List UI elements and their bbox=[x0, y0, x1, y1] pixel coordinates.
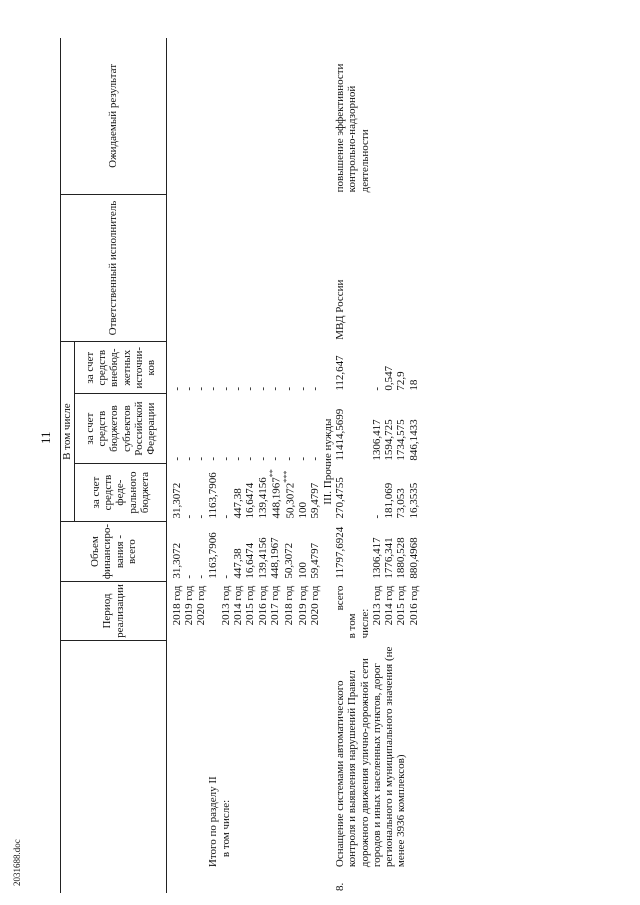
executor-cell bbox=[283, 194, 297, 341]
label-cell bbox=[257, 640, 269, 869]
num-cell bbox=[232, 869, 244, 893]
period-cell: 2013 год bbox=[370, 585, 383, 626]
num-cell bbox=[220, 869, 232, 893]
federal-cell: 73,053 bbox=[395, 488, 408, 519]
offbudget-cell: - bbox=[195, 387, 208, 391]
label-cell bbox=[232, 640, 244, 869]
period-cell: 2019 год bbox=[182, 585, 195, 626]
total-cell: 50,3072 bbox=[282, 542, 295, 579]
federal-cell: 181,069 bbox=[383, 482, 396, 519]
federal-cell: 100 bbox=[296, 502, 309, 519]
total-cell: 447,38 bbox=[232, 548, 245, 579]
executor-cell bbox=[244, 194, 256, 341]
result-cell bbox=[220, 38, 232, 194]
label-cell bbox=[183, 640, 195, 869]
item-text: Оснащение системами автоматического контроля и выявления нарушений Правил дорожного движения улично-дорожной сети городов и иных населенных пунктов, дорог регионального и муниципального значения (не менее 3936 комплексов) bbox=[333, 646, 408, 868]
executor-cell bbox=[309, 194, 321, 341]
total-cell: 1880,528 bbox=[395, 537, 408, 579]
item-number: 8. bbox=[333, 882, 346, 891]
executor-cell bbox=[207, 194, 219, 341]
footnote-mark: *** bbox=[281, 470, 291, 483]
table-row bbox=[220, 38, 232, 893]
regional-cell: - bbox=[182, 456, 195, 461]
offbudget-cell: 112,647 bbox=[333, 355, 346, 391]
section-right bbox=[322, 38, 334, 342]
executor-cell: МВД России bbox=[333, 279, 346, 340]
label-cell bbox=[309, 640, 321, 869]
federal-cell: 139,4156 bbox=[256, 477, 269, 519]
header-regional: за счет средств бюджетов субъектов Российской Федерации bbox=[75, 394, 167, 464]
label-cell bbox=[283, 640, 297, 869]
offbudget-cell: 18 bbox=[407, 379, 420, 391]
regional-cell: - bbox=[309, 456, 322, 461]
executor-cell bbox=[269, 194, 283, 341]
total-cell: 31,3072 bbox=[170, 542, 183, 579]
total-cell: 1163,7906 bbox=[207, 532, 220, 579]
result-cell bbox=[195, 38, 207, 194]
federal-cell: 1163,7906 bbox=[207, 472, 220, 519]
regional-cell: 1594,725 bbox=[383, 419, 396, 461]
header-offbudget: за счет средств внебюд-жетных источни-ков bbox=[75, 342, 167, 394]
item8-row bbox=[334, 38, 346, 893]
regional-cell: - bbox=[296, 456, 309, 461]
footnote-mark: ** bbox=[268, 469, 277, 478]
period-cell: 2014 год bbox=[232, 585, 245, 626]
executor-cell bbox=[183, 194, 195, 341]
result-cell bbox=[257, 38, 269, 194]
period-cell: 2017 год bbox=[269, 585, 281, 626]
label-cell bbox=[244, 640, 256, 869]
period-cell: 2020 год bbox=[309, 585, 322, 626]
header-executor: Ответственный исполнитель bbox=[61, 194, 167, 341]
executor-cell bbox=[257, 194, 269, 341]
num-cell bbox=[183, 869, 195, 893]
period-cell: 2015 год bbox=[395, 585, 408, 626]
regional-cell: - bbox=[232, 456, 245, 461]
header-total: Объем финансиро-вания - всего bbox=[61, 522, 167, 582]
federal-cell: 448,1967** bbox=[268, 469, 283, 519]
subtotal-label: в том числе: bbox=[346, 608, 371, 639]
table-row bbox=[297, 38, 309, 893]
period-cell: 2014 год bbox=[383, 585, 396, 626]
offbudget-cell: - bbox=[269, 387, 281, 391]
num-cell bbox=[309, 869, 321, 893]
itogo-row bbox=[207, 38, 219, 893]
budget-table-container bbox=[60, 38, 580, 893]
num-cell bbox=[297, 869, 309, 893]
offbudget-cell: - bbox=[170, 387, 183, 391]
offbudget-cell: - bbox=[207, 387, 220, 391]
page-number: 11 bbox=[38, 431, 53, 444]
result-cell bbox=[232, 38, 244, 194]
executor-cell bbox=[297, 194, 309, 341]
total-cell: 139,4156 bbox=[256, 537, 269, 579]
regional-cell: 1734,575 bbox=[395, 419, 408, 461]
regional-cell: 1306,417 bbox=[370, 419, 383, 461]
result-cell bbox=[297, 38, 309, 194]
total-cell: - bbox=[195, 574, 208, 579]
table-row bbox=[283, 38, 297, 893]
empty-cell bbox=[346, 522, 371, 582]
period-cell bbox=[207, 582, 219, 641]
executor-cell bbox=[195, 194, 207, 341]
executor-cell bbox=[232, 194, 244, 341]
period-cell: 2016 год bbox=[407, 585, 420, 626]
federal-cell: 59,4797 bbox=[309, 482, 322, 519]
offbudget-cell: - bbox=[244, 387, 257, 391]
regional-cell: 11414,5699 bbox=[333, 408, 346, 461]
federal-cell: - bbox=[182, 514, 195, 519]
period-cell: 2018 год bbox=[170, 585, 183, 626]
regional-cell: - bbox=[244, 456, 257, 461]
table-row bbox=[171, 38, 183, 893]
table-row bbox=[309, 38, 321, 893]
section-row bbox=[322, 38, 334, 893]
header-including: В том числе bbox=[61, 342, 75, 522]
offbudget-cell: - bbox=[282, 387, 295, 391]
federal-cell: 16,3535 bbox=[407, 482, 420, 519]
total-cell: 880,4968 bbox=[407, 537, 420, 579]
regional-cell: - bbox=[207, 456, 220, 461]
num-cell bbox=[269, 869, 283, 893]
result-cell bbox=[171, 38, 183, 194]
label-cell: в том числе: bbox=[219, 799, 232, 858]
regional-cell: - bbox=[170, 456, 183, 461]
offbudget-cell: - bbox=[370, 387, 383, 391]
total-cell: - bbox=[182, 574, 195, 579]
total-cell: 1306,417 bbox=[370, 537, 383, 579]
regional-cell: - bbox=[269, 456, 281, 461]
header-period: Период реализации bbox=[61, 582, 167, 641]
period-cell: 2016 год bbox=[256, 585, 269, 626]
offbudget-cell: - bbox=[182, 387, 195, 391]
table-row bbox=[269, 38, 283, 893]
federal-cell: 31,3072 bbox=[170, 482, 183, 519]
table-row bbox=[183, 38, 195, 893]
total-cell: 16,6474 bbox=[244, 542, 257, 579]
label-cell bbox=[195, 640, 207, 869]
empty-cell bbox=[346, 342, 371, 394]
result-cell bbox=[244, 38, 256, 194]
offbudget-cell: - bbox=[219, 387, 232, 391]
period-cell: 2020 год bbox=[195, 585, 208, 626]
regional-cell: 846,1433 bbox=[407, 419, 420, 461]
period-cell: 2018 год bbox=[282, 585, 295, 626]
result-cell bbox=[183, 38, 195, 194]
federal-cell: 50,3072*** bbox=[281, 470, 297, 519]
offbudget-cell: 0,547 bbox=[383, 365, 396, 391]
offbudget-cell: 72,9 bbox=[395, 371, 408, 391]
offbudget-cell: - bbox=[309, 387, 322, 391]
budget-table bbox=[60, 38, 420, 893]
result-cell bbox=[283, 38, 297, 194]
executor-cell bbox=[220, 194, 232, 341]
offbudget-cell: - bbox=[232, 387, 245, 391]
total-cell: 100 bbox=[296, 562, 309, 579]
total-cell: 448,1967 bbox=[269, 537, 281, 579]
itogo-label: Итого по разделу II bbox=[207, 776, 220, 868]
regional-cell: - bbox=[195, 456, 208, 461]
result-cell: повышение эффективности контрольно-надзорной деятельности bbox=[333, 63, 371, 193]
total-cell: - bbox=[219, 574, 232, 579]
table-row bbox=[195, 38, 207, 893]
table-row bbox=[257, 38, 269, 893]
offbudget-cell: - bbox=[256, 387, 269, 391]
total-cell: 11797,6924 bbox=[333, 526, 346, 579]
table-body bbox=[167, 38, 421, 893]
federal-cell: 447,38 bbox=[232, 488, 245, 519]
federal-cell: 16,6474 bbox=[244, 482, 257, 519]
num-cell bbox=[244, 869, 256, 893]
result-cell bbox=[269, 38, 283, 194]
header-blank bbox=[61, 640, 167, 893]
table-row bbox=[232, 38, 244, 893]
federal-cell: - bbox=[195, 514, 208, 519]
total-cell: 1776,341 bbox=[383, 537, 396, 579]
num-cell bbox=[171, 869, 183, 893]
result-cell bbox=[207, 38, 219, 194]
period-cell: 2015 год bbox=[244, 585, 257, 626]
section-title: III. Прочие нужды bbox=[321, 418, 334, 505]
table-row bbox=[244, 38, 256, 893]
federal-cell: 270,4755 bbox=[333, 477, 346, 519]
label-cell bbox=[171, 640, 183, 869]
empty-cell bbox=[346, 464, 371, 522]
executor-cell bbox=[171, 194, 183, 341]
label-cell bbox=[297, 640, 309, 869]
regional-cell: - bbox=[282, 456, 295, 461]
period-cell: 2019 год bbox=[296, 585, 309, 626]
label-cell bbox=[269, 640, 283, 869]
federal-cell: - bbox=[219, 514, 232, 519]
offbudget-cell: - bbox=[296, 387, 309, 391]
num-cell bbox=[195, 869, 207, 893]
empty-cell bbox=[346, 394, 371, 464]
total-cell: 59,4797 bbox=[309, 542, 322, 579]
regional-cell: - bbox=[219, 456, 232, 461]
num-cell bbox=[283, 869, 297, 893]
federal-cell: - bbox=[370, 514, 383, 519]
header-federal: за счет средств феде-рального бюджета bbox=[75, 464, 167, 522]
regional-cell: - bbox=[256, 456, 269, 461]
period-cell: всего bbox=[333, 585, 346, 611]
footer-filename: 2031688.doc bbox=[12, 839, 22, 886]
section-left bbox=[322, 582, 334, 893]
num-cell bbox=[257, 869, 269, 893]
result-cell bbox=[309, 38, 321, 194]
num-cell bbox=[207, 869, 219, 893]
header-result: Ожидаемый результат bbox=[61, 38, 167, 194]
period-cell: 2013 год bbox=[219, 585, 232, 626]
